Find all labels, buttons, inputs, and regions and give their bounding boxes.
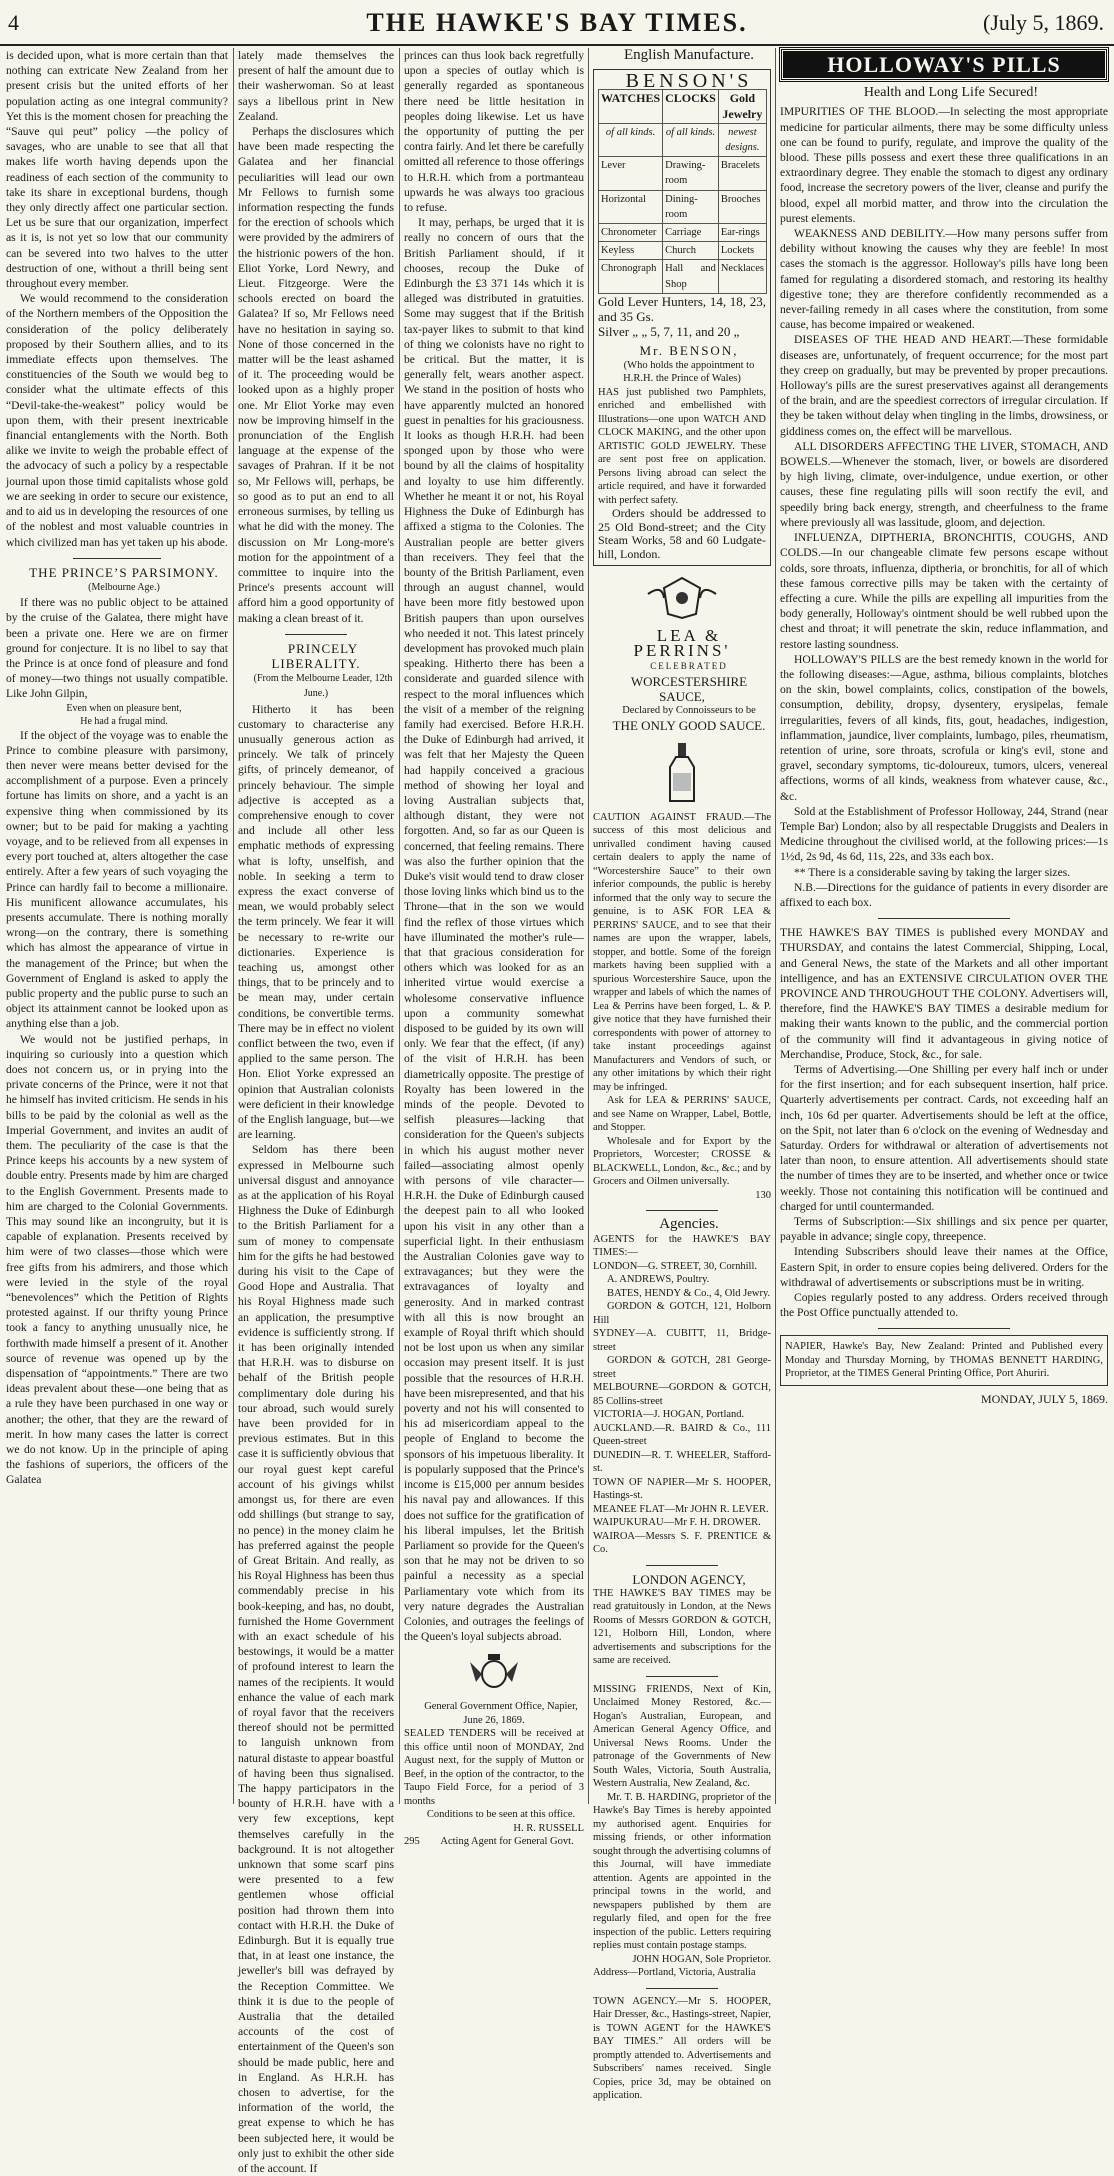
holloway-paragraph: ** There is a considerable saving by taking the larger sizes.	[794, 865, 1071, 879]
town-agency-body: TOWN AGENCY.—Mr S. HOOPER, Hair Dresser, &c., Hastings-street, Napier, is TOWN AGENT for the HAWKE'S BAY TIMES.” All orders will be promptly attended to. Advertisements and Subscribers' names received. Single Copies, price 3d, may be obtained on application.	[593, 1995, 771, 2102]
issue-date: (July 5, 1869.	[983, 10, 1104, 35]
table-cell: Lockets	[718, 242, 766, 260]
table-header: WATCHES	[599, 90, 663, 123]
holloway-subheading: Health and Long Life Secured!	[863, 85, 1039, 101]
list-item: WAIPUKURAU—Mr F. H. DROWER.	[593, 1517, 761, 1529]
subscription-terms: Terms of Subscription:—Six shillings and six pence per quarter, payable in advance; single copy, threepence.	[780, 1215, 1108, 1244]
column-1	[6, 48, 228, 1804]
table-cell: Brooches	[718, 190, 766, 223]
benson-body: HAS just published two Pamphlets, enriched and embellished with Illustrations—one upon WATCH AND CLOCK MAKING, and the other upon ARTISTIC GOLD JEWELRY. These are sent post free on application. Persons living abroad can select the article required, and have it forwarded with perfect safety.	[598, 386, 766, 506]
article-paragraph: Seldom has there been expressed in Melbourne such universal disgust and annoyance as at the application of his Royal Highness the Duke of Edinburgh to the British Parliament for a sum of money to compensate him for the gifts he had bestowed during his visit to the Cape of Good Hope and Australia. That his Royal Highness made such an application, the presumptive evidence is sufficiently strong. If it has been originally intended that H.R.H. was to disburse on behalf of the British people complimentary dole during his tour abroad, such would surely have been provided for in previous estimates. But in this case it is sufficiently obvious that our royal guest kept careful account of his givings whilst amongst us, for there are even odd shillings (but strange to say, no pence) in the money claim he has preferred against the people of Great Britain. And really, as his Royal Highness has been thus commendably precise in his book-keeping, and has, no doubt, furnished the Home Government with an exact schedule of his bestowings, it would be a matter of profound interest to learn the names of the recipients. It would enhance the value of each mark of royal favor that the receivers thereof should not be permitted to languish unknown from natural distaste to appear boastful of having been thus signalised. The happy participators in the bounty of H.R.H. have with a very few exceptions, kept themselves carefully in the background. It is not altogether unknown that some scarf pins were presented to a few gentlemen whose official position had thrown them into contact with H.R.H. the Duke of Edinburgh. But it is equally true that, in at least one instance, the jeweller's bill was defrayed by the Reception Committee. We think it is due to the people of Australia that the detailed accounts of the cost of entertainment of the Queen's son should be made public, here and in England. As H.R.H. has chosen to advertise, for the information of the world, the great expense to which he has been subjected here, it would be only just to exhibit the other side of the account. If	[238, 1143, 394, 2176]
holloway-paragraph: Sold at the Establishment of Professor Holloway, 244, Strand (near Temple Bar) London; also by all respectable Druggists and Dealers in Medicine throughout the civilised world, at the following prices:—1s 1½d, 2s 9d, 4s 6d, 11s, 22s, and 33s each box.	[780, 804, 1108, 864]
list-item: BATES, HENDY & Co., 4, Old Jewry.	[607, 1287, 771, 1299]
table-cell: Horizontal	[599, 190, 663, 223]
list-item: WAIROA—Messrs S. F. PRENTICE & Co.	[593, 1530, 771, 1556]
table-row	[599, 260, 767, 293]
list-item: SYDNEY—A. CUBITT, 11, Bridge-street	[593, 1328, 771, 1353]
article-paragraph: If there was no public object to be attained by the cruise of the Galatea, there might have been a private one. Here we are on firmer ground for conjecture. It is no libel to say that the Prince is at once fond of pleasure and fond of money—two things not usually compatible. Like John Gilpin,	[6, 596, 228, 701]
ad-number: 130	[755, 1189, 771, 1201]
lp-ask: Ask for LEA & PERRINS' SAUCE, and see Name on Wrapper, Label, Bottle, and Stopper.	[593, 1095, 771, 1134]
table-cell: Keyless	[599, 242, 663, 260]
london-body: THE HAWKE'S BAY TIMES may be read gratuitously in London, at the News Rooms of Messrs GORDON & GOTCH, 121, Holborn Hill, London, where advertisements and subscriptions for the same are received.	[593, 1587, 771, 1667]
holloway-banner: HOLLOWAY'S PILLS	[780, 48, 1108, 81]
divider	[646, 1676, 717, 1677]
holloway-paragraph: DISEASES OF THE HEAD AND HEART.—These formidable diseases are, unfortunately, of frequent occurrence; for the most part they creep on gradually, but may be prevented by proper precautions. Holloway's pills are the surest preservatives against all derangements of the brain, and are the speediest correctors of irregular circulation. If they be taken without delay when tingling in the limbs, drowsiness, or giddiness comes on, the effect will be marvellous.	[780, 333, 1108, 438]
article-paragraph: If the object of the voyage was to enable the Prince to combine pleasure with parsimony, then never were means better devised for the accomplishment of a purpose. Even a princely fortune has limits on shore, and a yacht is an expensive thing when commissioned by its owner; but to be paid for making a yachting voyage, and to be relieved from all expenses in every port touched at, alters altogether the case entirely. After a few years of such voyaging the Prince can hardly fail to become a millionaire. His munificent allowance accumulates, his presents accumulate. There is nothing morally wrong—on the contrary, there is something which has almost the appearance of virtue in the management of the Prince; but when the Government of England is asked to apply the public property and the public purse to such an object its attainment cannot be looked upon as anything else than a job.	[6, 728, 228, 1031]
table-row	[599, 157, 767, 190]
copies-posted: Copies regularly posted to any address. Orders received through the Post Office punctually attended to.	[780, 1291, 1108, 1320]
verse-line: Even when on pleasure bent,	[66, 702, 182, 714]
table-cell: Bracelets	[718, 157, 766, 190]
agencies-heading: Agencies.	[659, 1216, 719, 1233]
divider	[646, 1988, 717, 1989]
table-subheader: of all kinds.	[599, 123, 663, 156]
list-item: GORDON & GOTCH, 121, Holborn Hill	[593, 1301, 771, 1326]
royal-arms-icon	[462, 1652, 526, 1692]
list-item: TOWN OF NAPIER—Mr S. HOOPER, Hastings-st.	[593, 1476, 771, 1502]
office-line: General Government Office, Napier, June 26, 1869.	[424, 1701, 578, 1726]
table-header: CLOCKS	[663, 90, 719, 123]
list-item: A. ANDREWS, Poultry.	[607, 1274, 710, 1286]
divider	[646, 1210, 717, 1211]
column-2	[238, 48, 394, 2176]
holloway-paragraph: IMPURITIES OF THE BLOOD.—In selecting the most appropriate medicine for particular ailments, there may be some difficulty unless one can be found to purify, regulate, and improve the quality of the blood. These pills possess and exert these three qualifications in an extraordinary degree. They enable the stomach to digest any ordinary food, increase the secretory powers of the liver, cleanse and purify the blood, expel all morbid matter, and throw into the circulation the purest elements.	[780, 105, 1108, 225]
list-item: LONDON—G. STREET, 30, Cornhill.	[593, 1260, 758, 1272]
silver-price-line: Silver „ „ 5, 7, 11, and 20 „	[598, 324, 740, 340]
benson-name: Mr. BENSON,	[639, 343, 739, 359]
table-cell: Chronograph	[599, 260, 663, 293]
lp-only: THE ONLY GOOD SAUCE.	[612, 717, 766, 733]
article-source: (Melbourne Age.)	[88, 581, 160, 593]
benson-appointment: (Who holds the appointment to H.R.H. the Prince of Wales)	[623, 359, 755, 385]
column-rule	[775, 48, 776, 1804]
times-notice: THE HAWKE'S BAY TIMES is published every MONDAY and THURSDAY, and contains the latest Commercial, Shipping, Local, and General News, the state of the Markets and all other important intelligence, and has an EXTENSIVE CIRCULATION OVER THE PROVINCE AND THROUGHOUT THE COLONY. Advertisers will, therefore, find the HAWKE'S BAY TIMES a desirable medium for making their wants known to the public, and the commercial portion of the community will find it advantageous in giving notice of Merchandise, Produce, Stock, &c., for sale.	[780, 926, 1108, 1061]
table-cell: Dining-room	[663, 190, 719, 223]
list-item: MELBOURNE—GORDON & GOTCH, 85 Collins-street	[593, 1382, 771, 1407]
table-subheader: of all kinds.	[663, 123, 719, 156]
list-item: VICTORIA—J. HOGAN, Portland.	[593, 1409, 745, 1421]
table-cell: Necklaces	[718, 260, 766, 293]
benson-title: BENSON'S	[625, 70, 753, 93]
column-rule	[233, 48, 234, 1804]
lp-declared: Declared by Connoisseurs to be	[622, 705, 756, 717]
lp-caution: CAUTION AGAINST FRAUD.—The success of this most delicious and unrivalled condiment having caused certain dealers to apply the name of “Worcestershire Sauce” to their own inferior compounds, the public is hereby informed that the only way to secure the genuine, is to ASK FOR LEA & PERRINS' SAUCE, and to see that their names are upon the wrapper, labels, stopper, and bottle. Some of the foreign markets having been supplied with a spurious Worcestershire Sauce, upon the wrapper and labels of which the names of Lea & Perrins have been forged, L. & P. give notice that they have furnished their correspondents with power of attorney to take instant proceedings against Manufacturers and Vendors of such, or any other imitations by which their right may be infringed.	[593, 811, 771, 1093]
lp-sauce: WORCESTERSHIRE SAUCE,	[630, 673, 748, 704]
article-paragraph: It may, perhaps, be urged that it is really no concern of ours that the British Parliament should, if it chooses, recoup the Duke of Edinburgh the £3 371 14s which it is alleged was distributed in gratuities. Some may suggest that if the British tax-payer likes to submit to that kind of thing we colonists have no right to be critical. But the matter, it is generally felt, wears another aspect. We stand in the position of hosts who have apparently mulcted an honored guest in penalties for his graciousness. It looks as though H.R.H. had been sponged upon by those who were bound by all the claims of hospitality and loyalty to use him differently. Whether he meant it or not, his Royal Highness the Duke of Edinburgh has affixed a stigma to the Colonies. The Australian people are better givers than receivers. They feel that the bounty of the British Parliament, even through an august channel, would have been more fitly bestowed upon British paupers than upon ourselves who needed it not. This latest princely development has provoked much plain speaking. Hitherto there has been a considerate and guarded silence with respect to the moral influences which the visit of a member of the reigning family had exercised. Before H.R.H. the Duke of Edinburgh had arrived, it was felt that her Majesty the Queen had happily conceived a gracious method of showing her loyal and loving Australian subjects that, although distant, they were not forgotten. And, so far as our Queen is concerned, that feeling remains. There was also the further opinion that the Duke's visit would tend to draw closer those loving links which bind us to the Throne—that in the son we would find the reflex of those virtues which have illuminated the mother's rule—that that gracious consideration for others which was looked for as an inherited virtue would exercise a wholesome conservative influence upon a community somewhat disposed to be guided by its own will only. We fear that the effect, (if any) of the visit of H.R.H. has been diametrically opposite. The prestige of Royalty has been lowered in the minds of the people. Devoted to selfish pleasures—lacking that consideration for the Queen's subjects in which his august mother never failed—associating almost openly with persons of vile character—H.R.H. the Duke of Edinburgh caused the deepest pain to all who looked upon his visit in any other than a superficial light. In their enthusiasm the Australian Colonies gave way to extravagances; but they were the extravagances of loyalty and generosity. And in marked contrast with all this is now brought an example of Royal thrift which should not be lost upon us when any similar occasion may present itself. It is just possible that the resources of H.R.H. have been misrepresented, and that his poverty and not his will consented to his ad misericordiam appeal to the people of England to become the sponsors of his impetuous liberality. It is popularly supposed that the Prince's income is £15,000 per annum besides his naval pay and allowances. If this does not suffice for the gratification of his liberal impulses, let the British Parliament so provide for the Queen's son that he may not be driven to so painful a necessity as a special Parliamentary vote which from its very nature degrades the Australian Colonies, and outrages the feelings of the Queen's loyal subjects abroad.	[404, 216, 584, 1644]
list-item: GORDON & GOTCH, 281 George-street	[593, 1355, 771, 1380]
article-paragraph: is decided upon, what is more certain than that nothing can extricate New Zealand from her present crisis but the united efforts of her population acting as one integral community? Yet this is the moment chosen for preaching the “Sauve qui peut” policy —the policy of savages, who are unable to see that all that makes life worth having depends upon the readiness of each section of the community to take its share in exceptional burdens, though they only directly affect one particular section. Let us be sure that our organization, imperfect as it is, is not yet so low that our community can be severed into two halves to the utter destruction of one, without a thrill being sent throughout every member.	[6, 49, 228, 291]
gold-price-line: Gold Lever Hunters, 14, 18, 23, and 35 Gs.	[598, 293, 766, 325]
article-paragraph: Hitherto it has been customary to characterise any unusually generous action as princely. We talk of princely gifts, of princely demeanor, of princely behaviour. The simple adjective is accepted as a comprehensive enough to cover and include all other less emphatic methods of expressing what is lofty, unselfish, and noble. In seeking a term to express the exact converse of mean, we would probably select the term princely. We fear it will be necessary to re-write our dictionaries. Experience is teaching us, amongst other things, that to be princely and to be mean may, under certain conditions, be convertible terms. There may be in effect no violent conflict between the two, even if applied to the same person. The Hon. Eliot Yorke expressed an opinion that Australian colonists were deficient in their knowledge of the English language, but—we are learning.	[238, 702, 394, 1142]
column-3	[404, 48, 584, 1848]
divider	[878, 918, 1009, 919]
verse-line: He had a frugal mind.	[80, 715, 168, 727]
advertising-terms: Terms of Advertising.—One Shilling per every half inch or under for the first insertion; and for each subsequent insertion, half price. Quarterly advertisements per contract. Cards, not exceeding half an inch, 10s 6d per quarter. Advertisements should be left at the office, on the Spit, not later than 6 o'clock on the evening of Wednesday and Saturday. Orders for withdrawal or alteration of advertisements not later than noon, to ensure attention. All advertisements should state the number of times they are to be inserted, and whether once or twice weekly. Those not containing this notification will be continued and charged for until countermanded.	[780, 1063, 1108, 1213]
list-item: AUCKLAND.—R. BAIRD & Co., 111 Queen-street	[593, 1422, 771, 1448]
imprint: NAPIER, Hawke's Bay, New Zealand: Printed and Published every Monday and Thursday Morning, by THOMAS BENNETT HARDING, Proprietor, at the TIMES General Printing Office, Port Ahuriri.	[785, 1341, 1103, 1380]
missing-friends-body2: Mr. T. B. HARDING, proprietor of the Hawke's Bay Times is hereby appointed my authorised agent. Enquiries for missing friends, or other information sought through the advertising columns of this Journal, will have immediate attention. Agents are appointed in the principal towns in the world, and newspapers published by them are regularly filed, and open for the free inspection of the public. Letters requiring replies must contain postage stamps.	[593, 1791, 771, 1952]
article-paragraph: We would not be justified perhaps, in inquiring so curiously into a question which does not concern us, or in prying into the private concerns of the Prince, were it not that he himself has invited criticism. He sends in his bills to be paid by the colonial as well as the Imperial Government, and invites an audit of them. The peculiarity of the case is that the Prince keeps his accounts by a new system of double entry. Presents made by him are charged to the English Government. Presents made to him are charged to the Colonial Governments. This may sound like an incongruity, but it is capable of explanation. Presents received by him were of two classes—those which were free gifts from his admirers, and those which were levied in the style of the royal “benevolences” which the Petition of Rights protested against. If our thrifty young Prince took a fancy to anything unusually nice, he forthwith made himself a present of it. Another source of revenue was opened up by the dispensation of “appointments.” There are two ideas prevalent about these—one being that as a rule they have been purchased in one way or another; the other, that they are the reward of merit. In how many cases the latter is correct we do not know. Up in the principle of aping the fashions of superiors, the officers of the Galatea	[6, 1032, 228, 1487]
signer-title: Acting Agent for General Govt.	[440, 1836, 574, 1848]
table-cell: Carriage	[663, 224, 719, 242]
london-heading: LONDON AGENCY,	[632, 1571, 746, 1587]
table-cell: Ear-rings	[718, 224, 766, 242]
column-4	[593, 47, 771, 2102]
tender-conditions: Conditions to be seen at this office.	[426, 1809, 576, 1821]
table-cell: Church	[663, 242, 719, 260]
crest-icon	[642, 574, 722, 620]
benson-ad	[593, 69, 771, 566]
table-cell: Chronometer	[599, 224, 663, 242]
footer-date: MONDAY, JULY 5, 1869.	[980, 1391, 1108, 1406]
list-item: MEANEE FLAT—Mr JOHN R. LEVER.	[593, 1503, 769, 1515]
table-cell: Lever	[599, 157, 663, 190]
intending-subscribers: Intending Subscribers should leave their names at the Office, Eastern Spit, in order to ensure copies being delivered. Orders for the withdrawal of advertisements or subscriptions must be in writing.	[780, 1245, 1108, 1289]
article-source: (From the Melbourne Leader, 12th June.)	[253, 673, 393, 700]
table-row	[599, 190, 767, 223]
divider	[878, 1328, 1009, 1329]
divider	[285, 634, 347, 635]
table-subheader: newest designs.	[718, 123, 766, 156]
ad-number: 295	[404, 1836, 420, 1848]
article-heading: PRINCELY LIBERALITY.	[271, 640, 361, 671]
ad-heading: English Manufacture.	[624, 47, 754, 63]
imprint-box	[780, 1335, 1108, 1386]
tender-notice: SEALED TENDERS will be received at this office until noon of MONDAY, 2nd August next, for the supply of Mutton or Beef, in the option of the contractor, to the Taupo Field Force, for a period of 3 months	[404, 1728, 584, 1807]
signer-line	[404, 1835, 584, 1849]
agencies-intro: AGENTS for the HAWKE'S BAY TIMES:—	[593, 1233, 771, 1259]
table-row	[599, 242, 767, 260]
holloway-paragraph: N.B.—Directions for the guidance of patients in every disorder are affixed to each box.	[780, 880, 1108, 909]
missing-friends-address: Address—Portland, Victoria, Australia	[593, 1967, 756, 1979]
lp-wholesale: Wholesale and for Export by the Proprietors, Worcester; CROSSE & BLACKWELL, London, &c., &c.; and by Grocers and Oilmen universally.	[593, 1135, 771, 1188]
signer-name: H. R. RUSSELL	[513, 1822, 584, 1834]
lp-celebrated: CELEBRATED	[650, 660, 728, 671]
table-cell: Hall and Shop	[663, 260, 719, 293]
article-heading: THE PRINCE’S PARSIMONY.	[29, 564, 219, 580]
benson-table	[598, 89, 767, 293]
holloway-paragraph: INFLUENZA, DIPTHERIA, BRONCHITIS, COUGHS, AND COLDS.—In our changeable climate few persons escape without colds, sore throats, influenza, diptheria, or bronchitis, for all of which these famous corrective pills may be taken with the certainty of effecting a cure. While the pills are expelling all impurities from the body generally, Holloway's ointment should be well rubbed upon the chest and throat; it will penetrate the skin, reduce inflammation, and restore lasting soundness.	[780, 531, 1108, 651]
holloway-paragraph: ALL DISORDERS AFFECTING THE LIVER, STOMACH, AND BOWELS.—Whenever the stomach, liver, or bowels are disordered by high living, climate, over-indulgence, undue exertion, or other causes, these fine regulating pills will soon rectify the evil, and speedily bring back energy, strength, and cheerfulness to the frame where previously all was lassitude, gloom, and dejection.	[780, 439, 1108, 529]
article-paragraph: We would recommend to the consideration of the Northern members of the Opposition the consideration of the policy deliberately proposed by their Southern allies, and to its immediate effects upon themselves. The constituencies of the South we would beg to consider what the ultimate effects of this “Devil-take-the-weakest” policy would be upon them, with their present inextricable financial entanglements with the North. Both alike we invite to weigh the probable effect of the advocacy of such a policy by a respectable journal upon those timid capitalists whose gold we are seeking in order to secure our existence, and to aid us in developing the resources of one of the noblest and most valuable countries in which civilized man has yet taken up his abode.	[6, 292, 228, 549]
newspaper-title: THE HAWKE'S BAY TIMES.	[366, 8, 748, 37]
table-row	[599, 224, 767, 242]
article-paragraph: princes can thus look back regretfully upon a species of outlay which is generally regarded as spontaneous there need be little hesitation in peoples doing likewise. Let us have the opportunity of putting the per contra fairly. And let there be carefully omitted all reference to those offerings to H.R.H. which from a portmanteau upwards he was always too gracious to refuse.	[404, 49, 584, 215]
lp-title: LEA & PERRINS'	[633, 626, 731, 661]
table-cell: Drawing-room	[663, 157, 719, 190]
article-paragraph: lately made themselves the present of half the amount due to their washerwoman. So at least says a libellous print in New Zealand.	[238, 49, 394, 123]
holloway-paragraph: WEAKNESS AND DEBILITY.—How many persons suffer from debility without knowing the causes why they are feeble! In most cases the stomach is the aggressor. Holloway's pills have long been famed for regulating a disordered stomach, and restoring its healthy digestive tone; they are therefore confidently recommended as a never-failing remedy in all cases where the constitution, from some cause, has become impaired or weakened.	[780, 227, 1108, 332]
missing-friends-sig: JOHN HOGAN, Sole Proprietor.	[632, 1953, 771, 1965]
column-rule	[588, 48, 589, 1804]
missing-friends-body: MISSING FRIENDS, Next of Kin, Unclaimed Money Restored, &c.—Hogan's Australian, European, and American General Agency Office, and Universal News Rooms. Under the patronage of the Governments of New South Wales, Victoria, South Australia, Western Australia, New Zealand, &c.	[593, 1683, 771, 1790]
sauce-bottle-icon	[664, 741, 700, 803]
table-header: Gold Jewelry	[718, 90, 766, 123]
benson-orders: Orders should be addressed to 25 Old Bond-street; and the City Steam Works, 58 and 60 Ludgate-hill, London.	[598, 506, 766, 561]
column-5	[780, 48, 1108, 1804]
divider	[646, 1565, 717, 1566]
page-number: 4	[8, 10, 19, 35]
holloway-paragraph: HOLLOWAY'S PILLS are the best remedy known in the world for the following diseases:—Ague, asthma, bilious complaints, blotches on the skin, bowel complaints, colics, constipation of the bowels, consumption, debility, dropsy, dysentery, erysipelas, female irregularities, fevers of all kinds, fits, gout, headaches, indigestion, inflammation, jaundice, liver complaints, lumbago, piles, rheumatism, retention of urine, sore throats, scrofula or king's evil, stone and gravel, secondary symptoms, tic-doloureux, tumors, ulcers, venereal affections, worms of all kinds, weakness from whatever cause, &c., &c.	[780, 652, 1108, 803]
masthead	[0, 0, 1114, 46]
list-item: DUNEDIN—R. T. WHEELER, Stafford-st.	[593, 1449, 771, 1475]
article-paragraph: Perhaps the disclosures which have been made respecting the Galatea and her financial peculiarities will lead our own Mr Fellows to furnish some information respecting the funds for the erection of schools which were provided by the admirers of the histrionic powers of the hon. Eliot Yorke, Lord Newry, and Lieut. Fitzgeorge. Were the schools erected on board the Galatea? If so, Mr Fellows need have no hesitation in saying so. None of those concerned in the matter will be the least ashamed of it. The proceeding would be looked upon as a highly proper one. Mr Eliot Yorke may even now be improving himself in the pronunciation of the English language at the expense of the savages of Prahran. If it be not so, Mr Fellows will, perhaps, be so good as to put an end to all erroneous surmises, by telling us what he did with the money. The discussion on Mr Long-more's motion for the appointment of a committee to inquire into the Prince's presents account will afford him a good opportunity of making a clean breast of it.	[238, 125, 394, 625]
divider	[73, 558, 162, 559]
column-rule	[399, 48, 400, 1804]
